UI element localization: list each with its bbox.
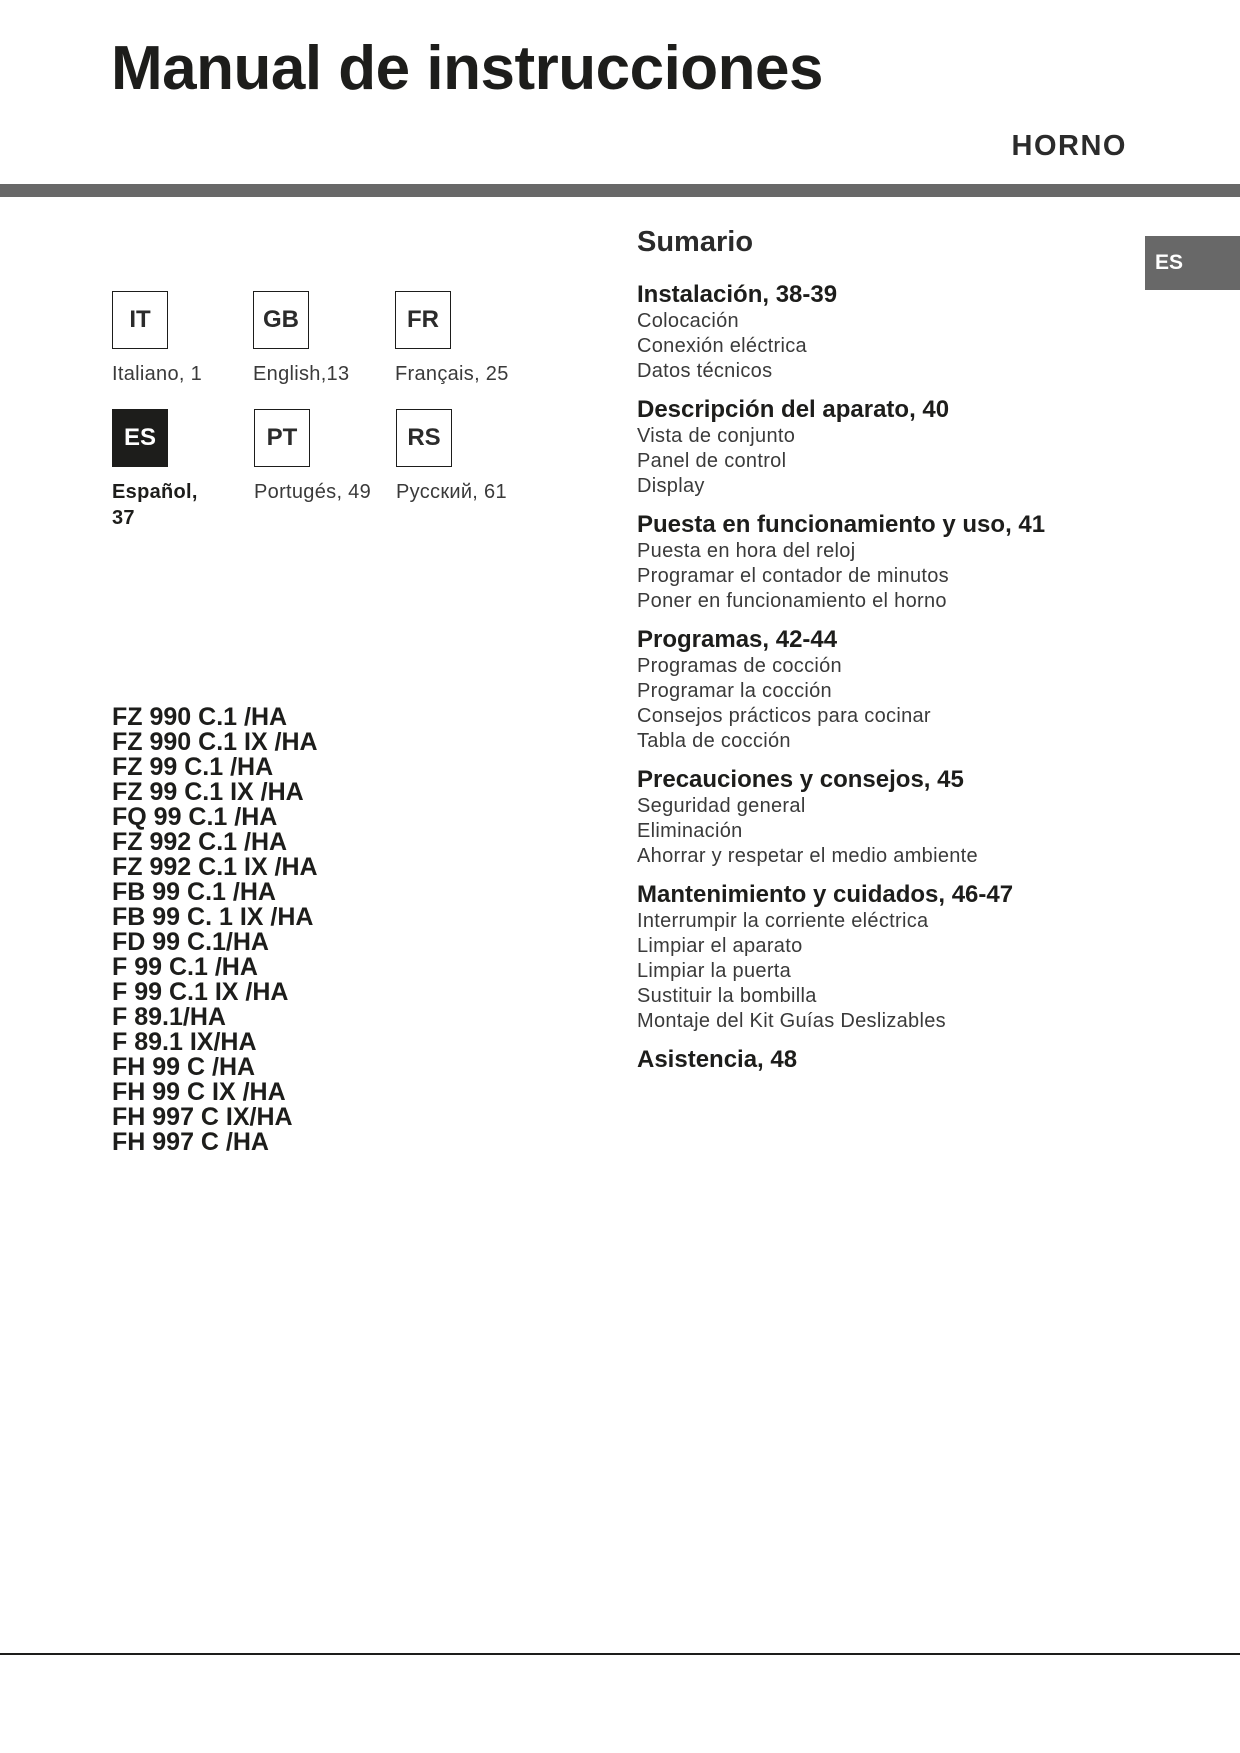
model-item: FZ 99 C.1 IX /HA [112,778,304,806]
model-item: FB 99 C.1 /HA [112,878,276,906]
model-item: FH 99 C /HA [112,1053,256,1081]
toc-item[interactable]: Panel de control [637,450,787,472]
model-list [112,705,532,1155]
toc-items [637,539,1137,614]
model-item: FZ 99 C.1 /HA [112,753,274,781]
toc-item[interactable]: Consejos prácticos para cocinar [637,705,931,727]
toc-heading[interactable]: Instalación, 38-39 [637,281,838,308]
toc-heading[interactable]: Mantenimiento y cuidados, 46-47 [637,881,1014,908]
header-divider [0,184,1240,197]
toc-item[interactable]: Programar el contador de minutos [637,565,949,587]
language-code-box[interactable]: GB [253,291,309,349]
language-code-box[interactable]: IT [112,291,168,349]
toc-heading[interactable]: Puesta en funcionamiento y uso, 41 [637,511,1046,538]
toc-item[interactable]: Limpiar la puerta [637,960,792,982]
toc-item[interactable]: Sustituir la bombilla [637,985,817,1007]
language-label-selected: Español, 37 [112,481,198,529]
toc-heading[interactable]: Descripción del aparato, 40 [637,396,950,423]
toc-heading[interactable]: Precauciones y consejos, 45 [637,766,964,793]
model-item: FD 99 C.1/HA [112,928,269,956]
toc-item[interactable]: Colocación [637,310,739,332]
language-code-box[interactable]: PT [254,409,310,467]
toc-item[interactable]: Ahorrar y respetar el medio ambiente [637,845,978,867]
toc-item[interactable]: Interrumpir la corriente eléctrica [637,910,929,932]
toc-items [637,309,1137,384]
footer-divider [0,1653,1240,1655]
language-side-tab: ES [1145,236,1240,290]
toc-section-maintenance [637,881,1137,1034]
toc-item[interactable]: Limpiar el aparato [637,935,803,957]
model-item: F 89.1/HA [112,1003,226,1031]
model-item: FZ 990 C.1 /HA [112,703,288,731]
model-item: FZ 992 C.1 /HA [112,828,288,856]
toc-item[interactable]: Conexión eléctrica [637,335,807,357]
language-label: Русский, 61 [396,481,507,503]
toc-section-start-up [637,511,1137,614]
model-item: FQ 99 C.1 /HA [112,803,278,831]
language-option-pt[interactable] [254,409,399,505]
language-code-box-selected[interactable]: ES [112,409,168,467]
toc-item[interactable]: Poner en funcionamiento el horno [637,590,947,612]
model-item: FZ 992 C.1 IX /HA [112,853,318,881]
toc-title: Sumario [637,226,754,258]
language-label: Italiano, 1 [112,363,203,385]
language-code-box[interactable]: FR [395,291,451,349]
language-label: Français, 25 [395,363,509,385]
toc-section-assistance [637,1046,1137,1074]
table-of-contents [637,222,1137,1086]
toc-items [637,794,1137,869]
model-item: F 89.1 IX/HA [112,1028,257,1056]
toc-item[interactable]: Seguridad general [637,795,806,817]
model-item: FH 997 C /HA [112,1128,269,1156]
language-option-rs[interactable] [396,409,541,505]
toc-items [637,654,1137,754]
toc-item[interactable]: Puesta en hora del reloj [637,540,856,562]
model-item: FZ 990 C.1 IX /HA [112,728,318,756]
toc-section-description [637,396,1137,499]
toc-items [637,909,1137,1034]
toc-heading[interactable]: Asistencia, 48 [637,1046,798,1073]
language-option-fr[interactable] [395,291,540,387]
model-item: F 99 C.1 IX /HA [112,978,289,1006]
product-type-heading: HORNO [1011,130,1127,162]
toc-item[interactable]: Programar la cocción [637,680,832,702]
model-item: FB 99 C. 1 IX /HA [112,903,314,931]
toc-item[interactable]: Montaje del Kit Guías Deslizables [637,1010,946,1032]
toc-items [637,424,1137,499]
toc-item[interactable]: Programas de cocción [637,655,842,677]
language-option-it[interactable] [112,291,257,387]
toc-section-programs [637,626,1137,754]
toc-item[interactable]: Datos técnicos [637,360,773,382]
toc-item[interactable]: Eliminación [637,820,743,842]
toc-item[interactable]: Display [637,475,705,497]
toc-item[interactable]: Vista de conjunto [637,425,796,447]
language-label: English,13 [253,363,350,385]
page-title: Manual de instrucciones [111,34,824,103]
language-code-box[interactable]: RS [396,409,452,467]
language-label: Portugés, 49 [254,481,372,503]
language-option-gb[interactable] [253,291,398,387]
language-option-es[interactable] [112,409,257,531]
model-item: FH 997 C IX/HA [112,1103,293,1131]
model-item: FH 99 C IX /HA [112,1078,286,1106]
toc-section-installation [637,281,1137,384]
toc-item[interactable]: Tabla de cocción [637,730,791,752]
toc-section-precautions [637,766,1137,869]
toc-heading[interactable]: Programas, 42-44 [637,626,838,653]
model-item: F 99 C.1 /HA [112,953,258,981]
